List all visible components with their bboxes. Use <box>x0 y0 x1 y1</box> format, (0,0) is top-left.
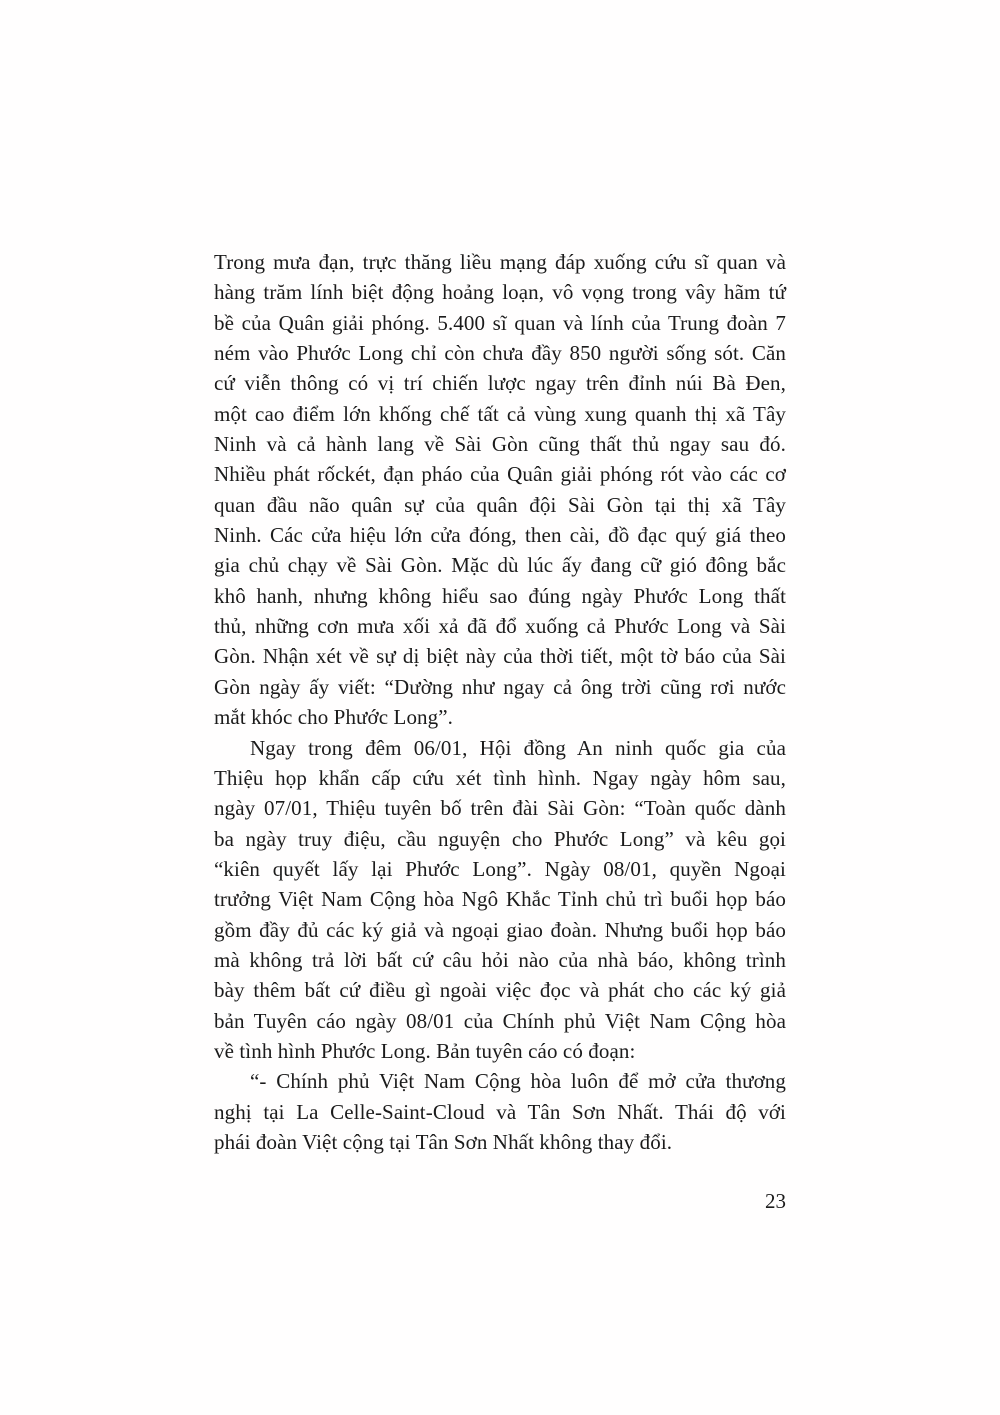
text-line: về tình hình Phước Long. Bản tuyên cáo có đoạn: <box>214 1038 636 1063</box>
paragraph <box>214 247 786 733</box>
text-line: ném vào Phước Long chỉ còn chưa đầy 850 người sống sót. Căn <box>214 341 786 366</box>
text-line: “kiên quyết lấy lại Phước Long”. Ngày 08/01, quyền Ngoại <box>214 856 786 881</box>
text-line: bày thêm bất cứ điều gì ngoài việc đọc và phát cho các ký giả <box>214 978 786 1003</box>
text-line: phái đoàn Việt cộng tại Tân Sơn Nhất không thay đổi. <box>214 1129 673 1154</box>
text-line: mà không trả lời bất cứ câu hỏi nào của nhà báo, không trình <box>214 947 786 972</box>
text-line: cứ viễn thông có vị trí chiến lược ngay trên đỉnh núi Bà Đen, <box>214 371 786 396</box>
text-line: hàng trăm lính biệt động hoảng loạn, vô vọng trong vây hãm tứ <box>214 280 786 305</box>
text-line: Gòn. Nhận xét về sự dị biệt này của thời tiết, một tờ báo của Sài <box>214 644 786 669</box>
text-line: bản Tuyên cáo ngày 08/01 của Chính phủ Việt Nam Cộng hòa <box>214 1008 786 1033</box>
text-line: thủ, những cơn mưa xối xả đã đổ xuống cả Phước Long và Sài <box>214 614 786 639</box>
text-block <box>214 247 786 1157</box>
text-line: Gòn ngày ấy viết: “Dường như ngay cả ông trời cũng rơi nước <box>214 674 786 699</box>
text-line: một cao điểm lớn khống chế tất cả vùng xung quanh thị xã Tây <box>214 401 786 426</box>
text-line: Ngay trong đêm 06/01, Hội đồng An ninh quốc gia của <box>250 735 786 760</box>
text-line: gia chủ chạy về Sài Gòn. Mặc dù lúc ấy đang cữ gió đông bắc <box>214 553 786 578</box>
text-line: nghị tại La Celle-Saint-Cloud và Tân Sơn Nhất. Thái độ với <box>214 1099 786 1124</box>
text-line: Ninh. Các cửa hiệu lớn cửa đóng, then cài, đồ đạc quý giá theo <box>214 523 786 548</box>
text-line: Trong mưa đạn, trực thăng liều mạng đáp xuống cứu sĩ quan và <box>214 250 786 274</box>
text-line: khô hanh, nhưng không hiểu sao đúng ngày Phước Long thất <box>214 583 786 608</box>
text-line: “- Chính phủ Việt Nam Cộng hòa luôn để mở cửa thương <box>250 1069 786 1094</box>
paragraph <box>214 1066 786 1157</box>
text-line: ngày 07/01, Thiệu tuyên bố trên đài Sài Gòn: “Toàn quốc dành <box>214 796 786 821</box>
text-line: Ninh và cả hành lang về Sài Gòn cũng thất thủ ngay sau đó. <box>214 432 786 457</box>
paragraph <box>214 733 786 1067</box>
text-line: quan đầu não quân sự của quân đội Sài Gòn tại thị xã Tây <box>214 492 786 517</box>
page-number: 23 <box>765 1189 786 1213</box>
text-line: trưởng Việt Nam Cộng hòa Ngô Khắc Tỉnh chủ trì buổi họp báo <box>214 887 786 912</box>
text-line: Nhiều phát rốckét, đạn pháo của Quân giải phóng rót vào các cơ <box>214 462 786 487</box>
text-line: mắt khóc cho Phước Long”. <box>214 705 454 730</box>
text-line: gồm đầy đủ các ký giả và ngoại giao đoàn. Nhưng buổi họp báo <box>214 917 786 942</box>
text-line: Thiệu họp khẩn cấp cứu xét tình hình. Ngay ngày hôm sau, <box>214 765 786 790</box>
text-line: bề của Quân giải phóng. 5.400 sĩ quan và lính của Trung đoàn 7 <box>214 310 786 335</box>
text-line: ba ngày truy điệu, cầu nguyện cho Phước Long” và kêu gọi <box>214 826 786 851</box>
